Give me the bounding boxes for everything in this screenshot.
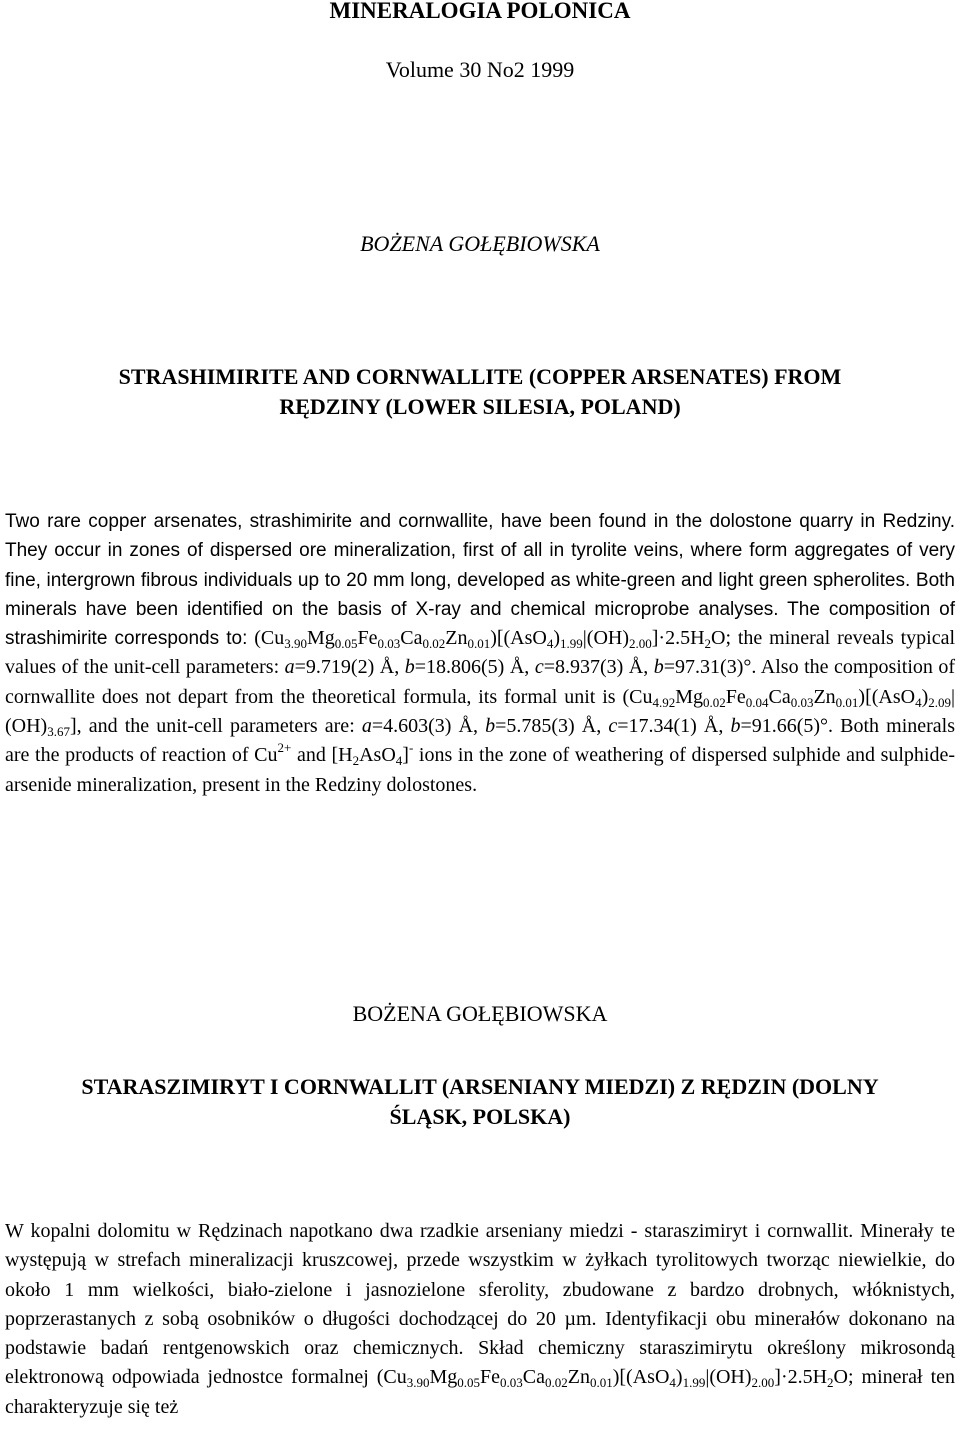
author-name-english: BOŻENA GOŁĘBIOWSKA (360, 231, 600, 256)
abstract-english (5, 507, 955, 800)
abstract-polish (5, 1217, 955, 1422)
strashimirite-formula: $(Cu_{3.90}Mg_{0.05}Fe_{0.03}Ca_{0.02}Zn_{0.01})[(AsO_4)_{1.99}|(OH)_{2.00}]\cdot 2.5H_2O$; the mineral reveals typical values of the unit-cell parameters: (5, 627, 955, 679)
polish-abstract-text: W kopalni dolomitu w Rędzinach napotkano dwa rzadkie arseniany miedzi - staraszimiryt i cornwallit. Minerały te występują w strefach mineralizacji kruszcowej, przede wszystkim w żyłkach tyrolitowych tworząc niewielkie, do około 1 mm wielkości, biało-zielone i jasnozielone sferolity, zbudowane z bardzo drobnych, włóknistych, poprzerastanych z sobą osobników o długości dochodzącej do 20 µm. Identyfikacji obu minerałów dokonano na podstawie badań rentgenowskich oraz chemicznych. Skład chemiczny staraszimirytu określony mikrosondą elektronową odpowiada jednostce formalnej (5, 1220, 955, 1389)
title-line-1: STRASHIMIRITE AND CORNWALLITE (COPPER ARSENATES) FROM (118, 364, 842, 389)
title-polish-line-1: STARASZIMIRYT I CORNWALLIT (ARSENIANY MIEDZI) Z RĘDZIN (DOLNY (81, 1074, 879, 1099)
abstract-sentence-3: Also the composition of cornwallite does not depart from the theoretical formula, its formal unit is (5, 656, 956, 708)
unit-cell-parameters-cornwallite: a=4.603(3) Å, b=5.785(3) Å, c=17.34(1) Å, b=91.66(5)°. (361, 715, 834, 738)
abstract-sentence-4: Both minerals are the products of reaction of $Cu^{2+}$ and $[H_2AsO_4]^-$ ions in the zone of weathering of dispersed sulphide and sulphide-arsenide mineralization, present in the Redziny dolostones. (5, 715, 956, 796)
title-polish-line-2: ŚLĄSK, POLSKA) (389, 1104, 571, 1129)
abstract-sentence-1: Two rare copper arsenates, strashimirite and cornwallite, have been found in the dolostone quarry in Redziny. (5, 511, 955, 532)
abstract-sentence-2: They occur in zones of dispersed ore mineralization, first of all in tyrolite veins, where form aggregates of very fine, intergrown fibrous individuals up to 20 mm long, developed as white-green and light green spherolites. Both minerals have been identified on the basis of X-ray and chemical microprobe analyses. The composition of strashimirite corresponds to: (5, 540, 955, 650)
unit-cell-parameters-strashimirite: a=9.719(2) Å, b=18.806(5) Å, c=8.937(3) Å, b=97.31(3)°. (284, 656, 757, 679)
article-title-polish (0, 1072, 960, 1132)
staraszimiryt-formula: $(Cu_{3.90}Mg_{0.05}Fe_{0.03}Ca_{0.02}Zn_{0.01})[(AsO_4)_{1.99}|(OH)_{2.00}]\cdot 2.5H_2O$; minerał ten charakteryzuje się też (5, 1366, 955, 1418)
article-title-english (0, 362, 960, 422)
volume-line: Volume 30 No2 1999 (385, 57, 575, 82)
journal-title: MINERALOGIA POLONICA (329, 0, 631, 23)
cornwallite-formula: $(Cu_{4.92}Mg_{0.02}Fe_{0.04}Ca_{0.03}Zn_{0.01})[(AsO_4)_{2.09}|(OH)_{3.67}]$, and the unit-cell parameters are: (5, 685, 956, 740)
title-line-2: RĘDZINY (LOWER SILESIA, POLAND) (279, 394, 681, 419)
author-name-polish: BOŻENA GOŁĘBIOWSKA (352, 1001, 608, 1026)
